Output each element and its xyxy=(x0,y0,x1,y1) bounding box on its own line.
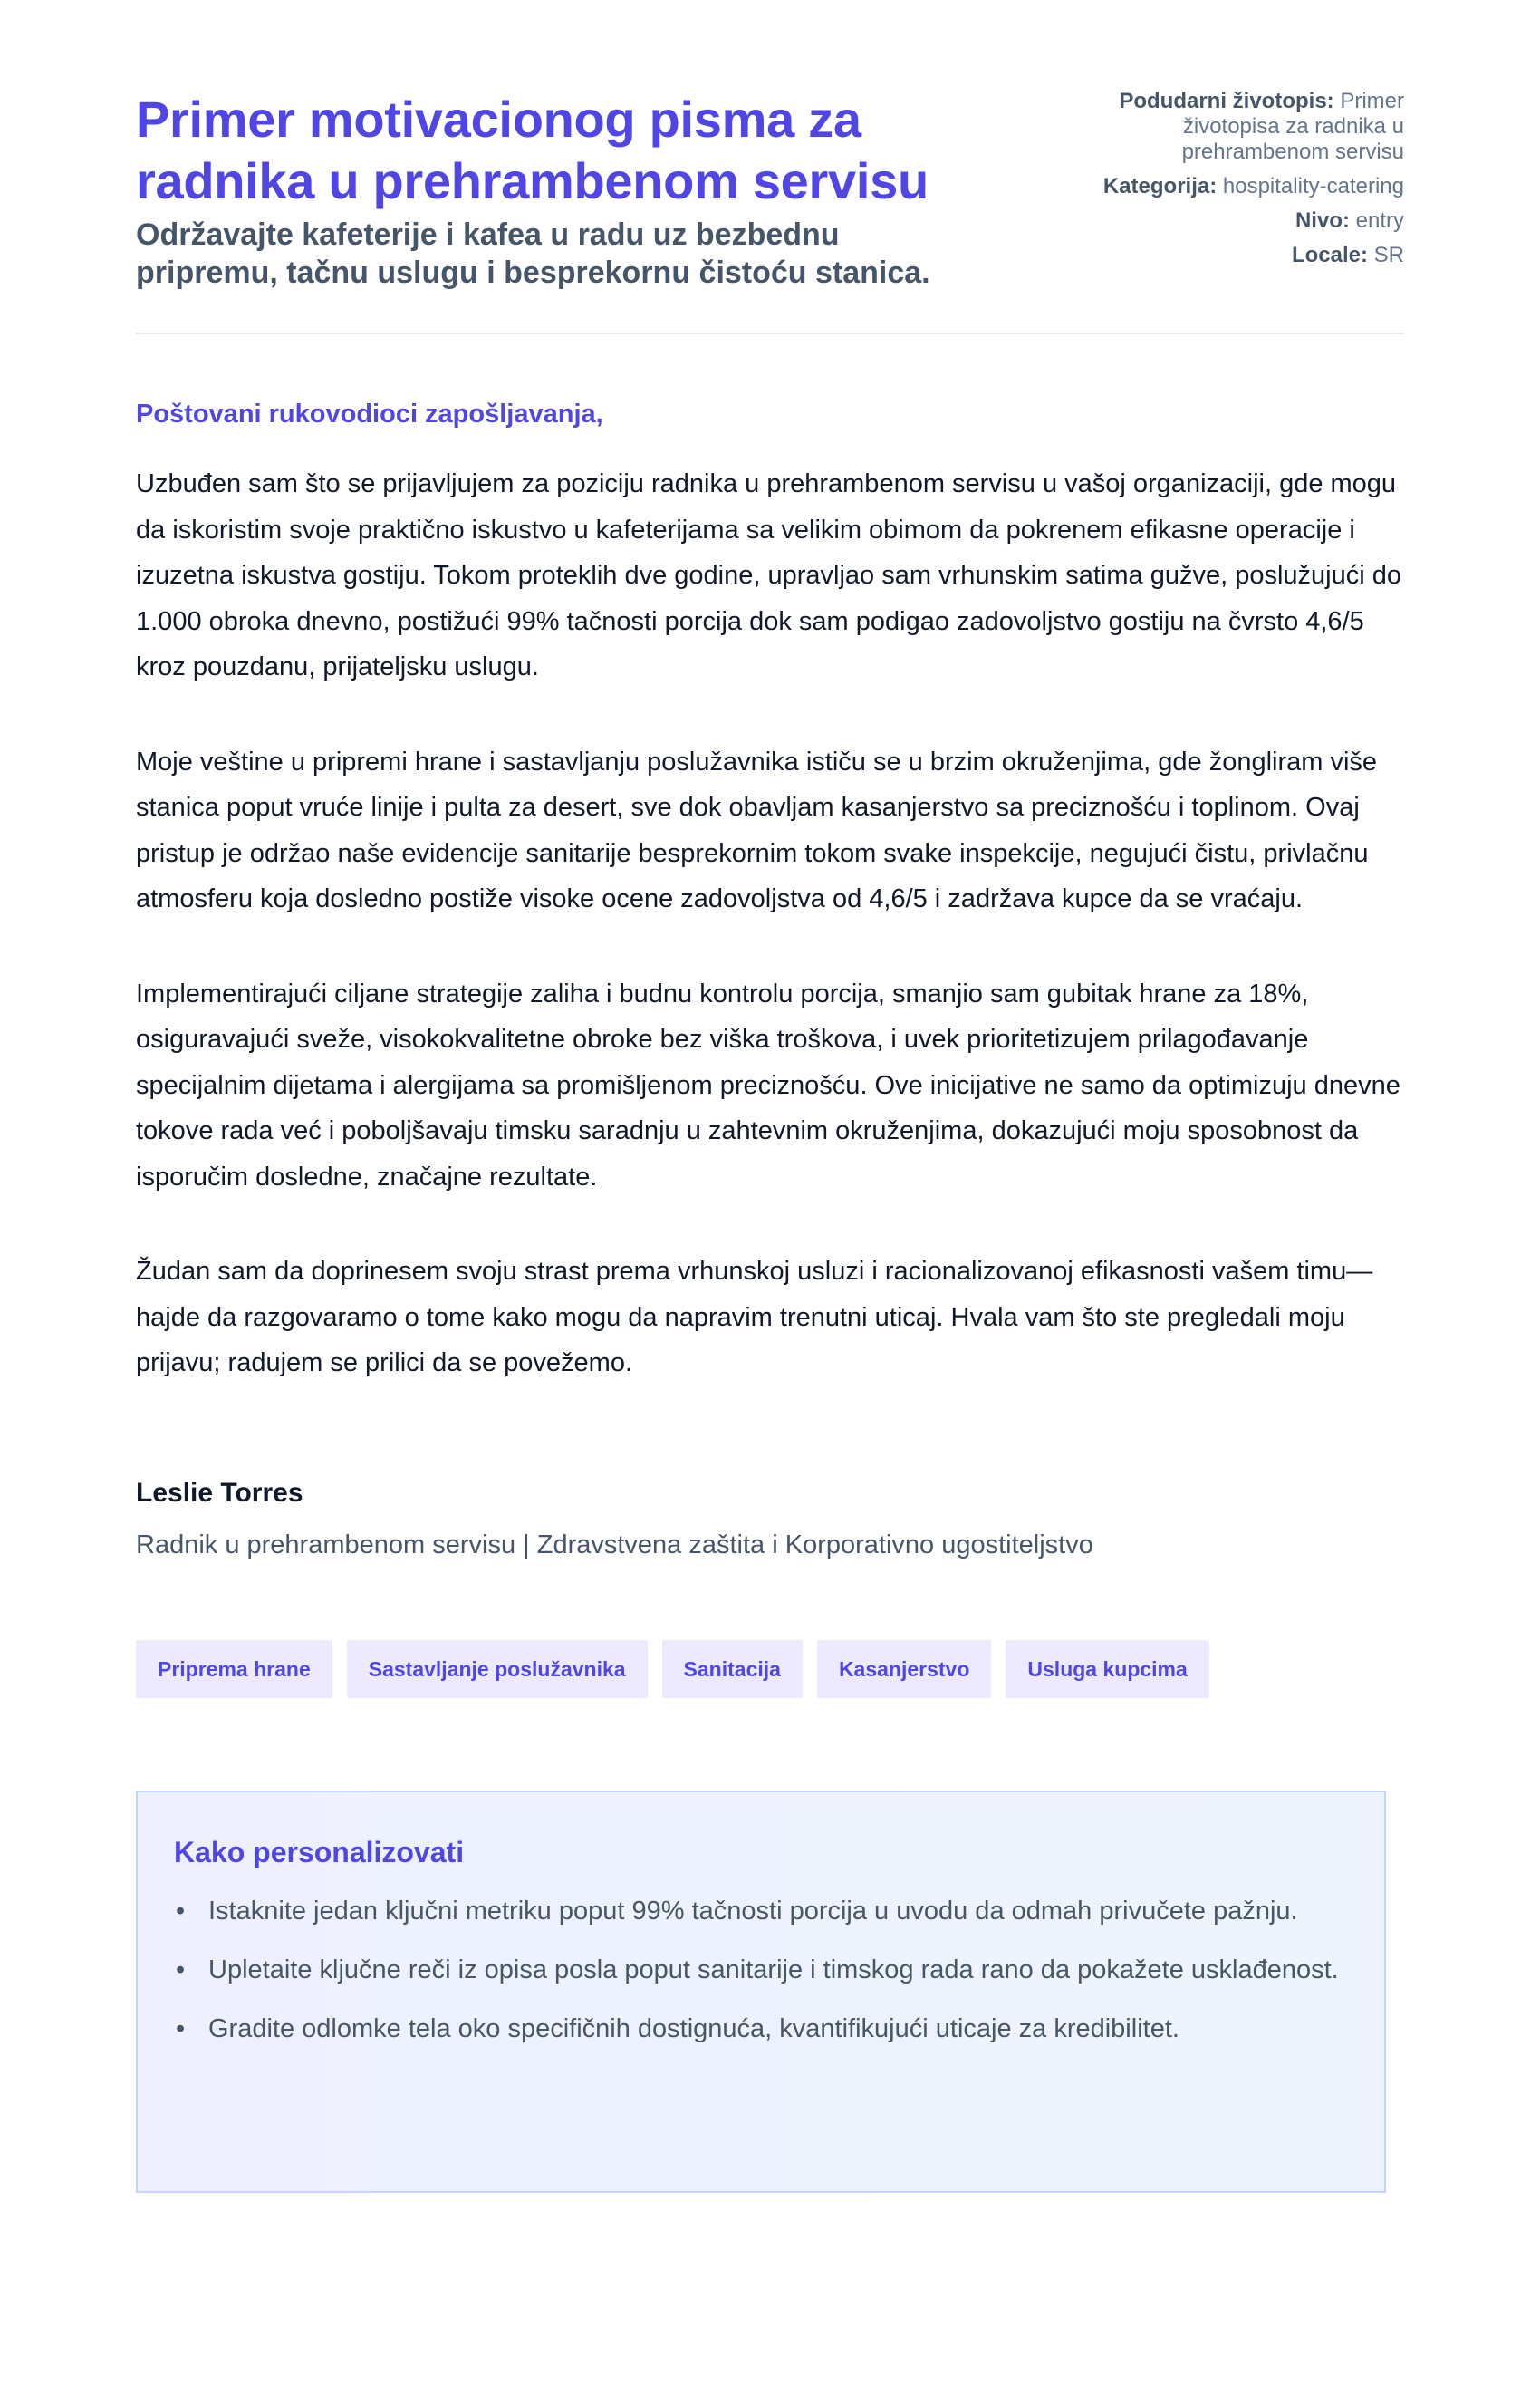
tips-title: Kako personalizovati xyxy=(174,1835,465,1868)
meta-locale xyxy=(1042,243,1404,268)
skill-tags xyxy=(136,1640,1404,1698)
skill-tag: Sastavljanje poslužavnika xyxy=(347,1640,648,1698)
letter-paragraph: Implementirajući ciljane strategije zaliha i budnu kontrolu porcija, smanjio sam gubitak hrane za 18%, osiguravajući sveže, visokokvalitetne obroke bez viška troškova, i uvek prioritetizujem prilagođavanje specijalnim dijetama i alergijama sa promišljenom preciznošću. Ove inicijative ne samo da optimizuju dnevne tokove rada već i poboljšavaju timsku saradnju u zahtevnim okruženjima, dokazujući moju sposobnost da isporučim dosledne, značajne rezultate. xyxy=(136,979,1400,1192)
signature-role: Radnik u prehrambenom servisu | Zdravstvena zaštita i Korporativno ugostiteljstvo xyxy=(136,1530,1093,1559)
meta-resume-value[interactable]: Primer životopisa za radnika u prehrambenom servisu xyxy=(1181,89,1404,164)
skill-tag: Sanitacija xyxy=(662,1640,803,1698)
page-subtitle: Održavajte kafeterije i kafea u radu uz bezbednu pripremu, tačnu uslugu i besprekornu čistoću stanica. xyxy=(136,217,930,290)
skill-tag: Priprema hrane xyxy=(136,1640,332,1698)
meta-locale-key: Locale: xyxy=(1291,243,1368,267)
meta-panel xyxy=(1042,89,1404,277)
tip-item: • Upletaite ključne reči iz opisa posla poput sanitarije i timskog rada rano da pokažete usklađenost. xyxy=(174,1947,1348,1993)
meta-level-key: Nivo: xyxy=(1295,208,1350,233)
meta-level xyxy=(1042,208,1404,234)
meta-category xyxy=(1042,174,1404,199)
page-title: Primer motivacionog pisma za radnika u prehrambenom servisu xyxy=(136,91,929,209)
letter-paragraph: Žudan sam da doprinesem svoju strast prema vrhunskoj usluzi i racionalizovanoj efikasnosti vašem timu—hajde da razgovaramo o tome kako mogu da napravim trenutni uticaj. Hvala vam što ste pregledali moju prijavu; radujem se prilici da se povežemo. xyxy=(136,1257,1373,1377)
header-divider xyxy=(136,333,1404,334)
letter-paragraph: Uzbuđen sam što se prijavljujem za poziciju radnika u prehrambenom servisu u vašoj organizaciji, gde mogu da iskoristim svoje praktično iskustvo u kafeterijama sa velikim obimom da pokrenem efikasne operacije i izuzetna iskustva gostiju. Tokom proteklih dve godine, upravljao sam vrhunskim satima gužve, poslužujući do 1.000 obroka dnevno, postižući 99% tačnosti porcija dok sam podigao zadovoljstvo gostiju na čvrsto 4,6/5 kroz pouzdanu, prijateljsku uslugu. xyxy=(136,469,1401,681)
personalization-tips xyxy=(136,1791,1386,2193)
tip-item: • Gradite odlomke tela oko specifičnih dostignuća, kvantifikujući uticaje za kredibilitet. xyxy=(174,2006,1348,2052)
header-titles xyxy=(136,89,978,292)
page-header xyxy=(136,89,1404,292)
letter-paragraph: Moje veštine u pripremi hrane i sastavljanju poslužavnika ističu se u brzim okruženjima, gde žongliram više stanica poput vruće linije i pulta za desert, sve dok obavljam kasanjerstvo sa preciznošću i toplinom. Ovaj pristup je održao naše evidencije sanitarije besprekornim tokom svake inspekcije, negujući čistu, privlačnu atmosferu koja dosledno postiže visoke ocene zadovoljstva od 4,6/5 i zadržava kupce da se vraćaju. xyxy=(136,747,1378,913)
meta-level-value: entry xyxy=(1355,208,1404,233)
meta-locale-value: SR xyxy=(1373,243,1404,267)
meta-category-key: Kategorija: xyxy=(1102,174,1218,198)
skill-tag: Kasanjerstvo xyxy=(817,1640,991,1698)
letter-salutation: Poštovani rukovodioci zapošljavanja, xyxy=(136,400,603,429)
letter-body xyxy=(136,461,1404,1386)
tip-item: • Istaknite jedan ključni metriku poput 99% tačnosti porcija u uvodu da odmah privučete pažnju. xyxy=(174,1888,1348,1935)
tips-list xyxy=(174,1888,1348,2052)
meta-resume-key: Podudarni životopis: xyxy=(1119,89,1334,113)
skill-tag: Usluga kupcima xyxy=(1006,1640,1208,1698)
meta-matching-resume xyxy=(1042,89,1404,165)
meta-category-value: hospitality-catering xyxy=(1222,174,1404,198)
signature-name: Leslie Torres xyxy=(136,1477,303,1508)
